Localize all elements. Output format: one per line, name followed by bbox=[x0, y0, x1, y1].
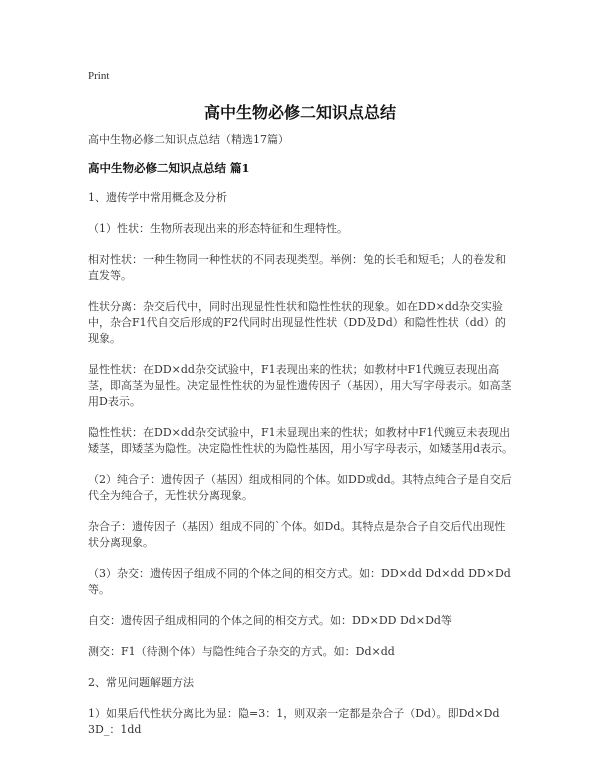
paragraph: 2、常见问题解题方法 bbox=[88, 676, 194, 689]
paragraph: 1）如果后代性状分离比为显：隐=3：1，则双亲一定都是杂合子（Dd）。即Dd×Dd 3D_：1dd bbox=[88, 707, 500, 736]
paragraph: 测交：F1（待测个体）与隐性纯合子杂交的方式。如：Dd×dd bbox=[88, 645, 395, 658]
section-heading: 高中生物必修二知识点总结 篇1 bbox=[88, 161, 250, 175]
paragraph: 相对性状：一种生物同一种性状的不同表现类型。举例：兔的长毛和短毛；人的卷发和直发等。 bbox=[88, 253, 506, 282]
article-subtitle: 高中生物必修二知识点总结（精选17篇） bbox=[88, 133, 289, 146]
print-link[interactable]: Print bbox=[88, 70, 110, 82]
paragraph: （2）纯合子：遗传因子（基因）组成相同的个体。如DD或dd。其特点纯合子是自交后代全为纯合子，无性状分离现象。 bbox=[88, 473, 512, 502]
paragraph: 杂合子：遗传因子（基因）组成不同的`个体。如Dd。其特点是杂合子自交后代出现性状分离现象。 bbox=[88, 520, 506, 549]
paragraph: 1、遗传学中常用概念及分析 bbox=[88, 191, 227, 204]
page-title: 高中生物必修二知识点总结 bbox=[203, 103, 396, 122]
article-body bbox=[88, 132, 516, 753]
paragraph: （1）性状：生物所表现出来的形态特征和生理特性。 bbox=[88, 222, 348, 235]
paragraph: （3）杂交：遗传因子组成不同的个体之间的相交方式。如：DD×dd Dd×dd DD×Dd等。 bbox=[88, 567, 511, 596]
paragraph: 隐性性状：在DD×dd杂交试验中，F1未显现出来的性状；如教材中F1代豌豆未表现出矮茎，即矮茎为隐性。决定隐性性状的为隐性基因，用小写字母表示，如矮茎用d表示。 bbox=[88, 426, 514, 455]
paragraph: 性状分离：杂交后代中，同时出现显性性状和隐性性状的现象。如在DD×dd杂交实验中，杂合F1代自交后形成的F2代同时出现显性性状（DD及Dd）和隐性性状（dd）的现象。 bbox=[88, 300, 506, 345]
paragraph: 显性性状：在DD×dd杂交试验中，F1表现出来的性状；如教材中F1代豌豆表现出高茎，即高茎为显性。决定显性性状的为显性遗传因子（基因），用大写字母表示。如高茎用D表示。 bbox=[88, 363, 512, 408]
paragraph: 自交：遗传因子组成相同的个体之间的相交方式。如：DD×DD Dd×Dd等 bbox=[88, 614, 452, 627]
